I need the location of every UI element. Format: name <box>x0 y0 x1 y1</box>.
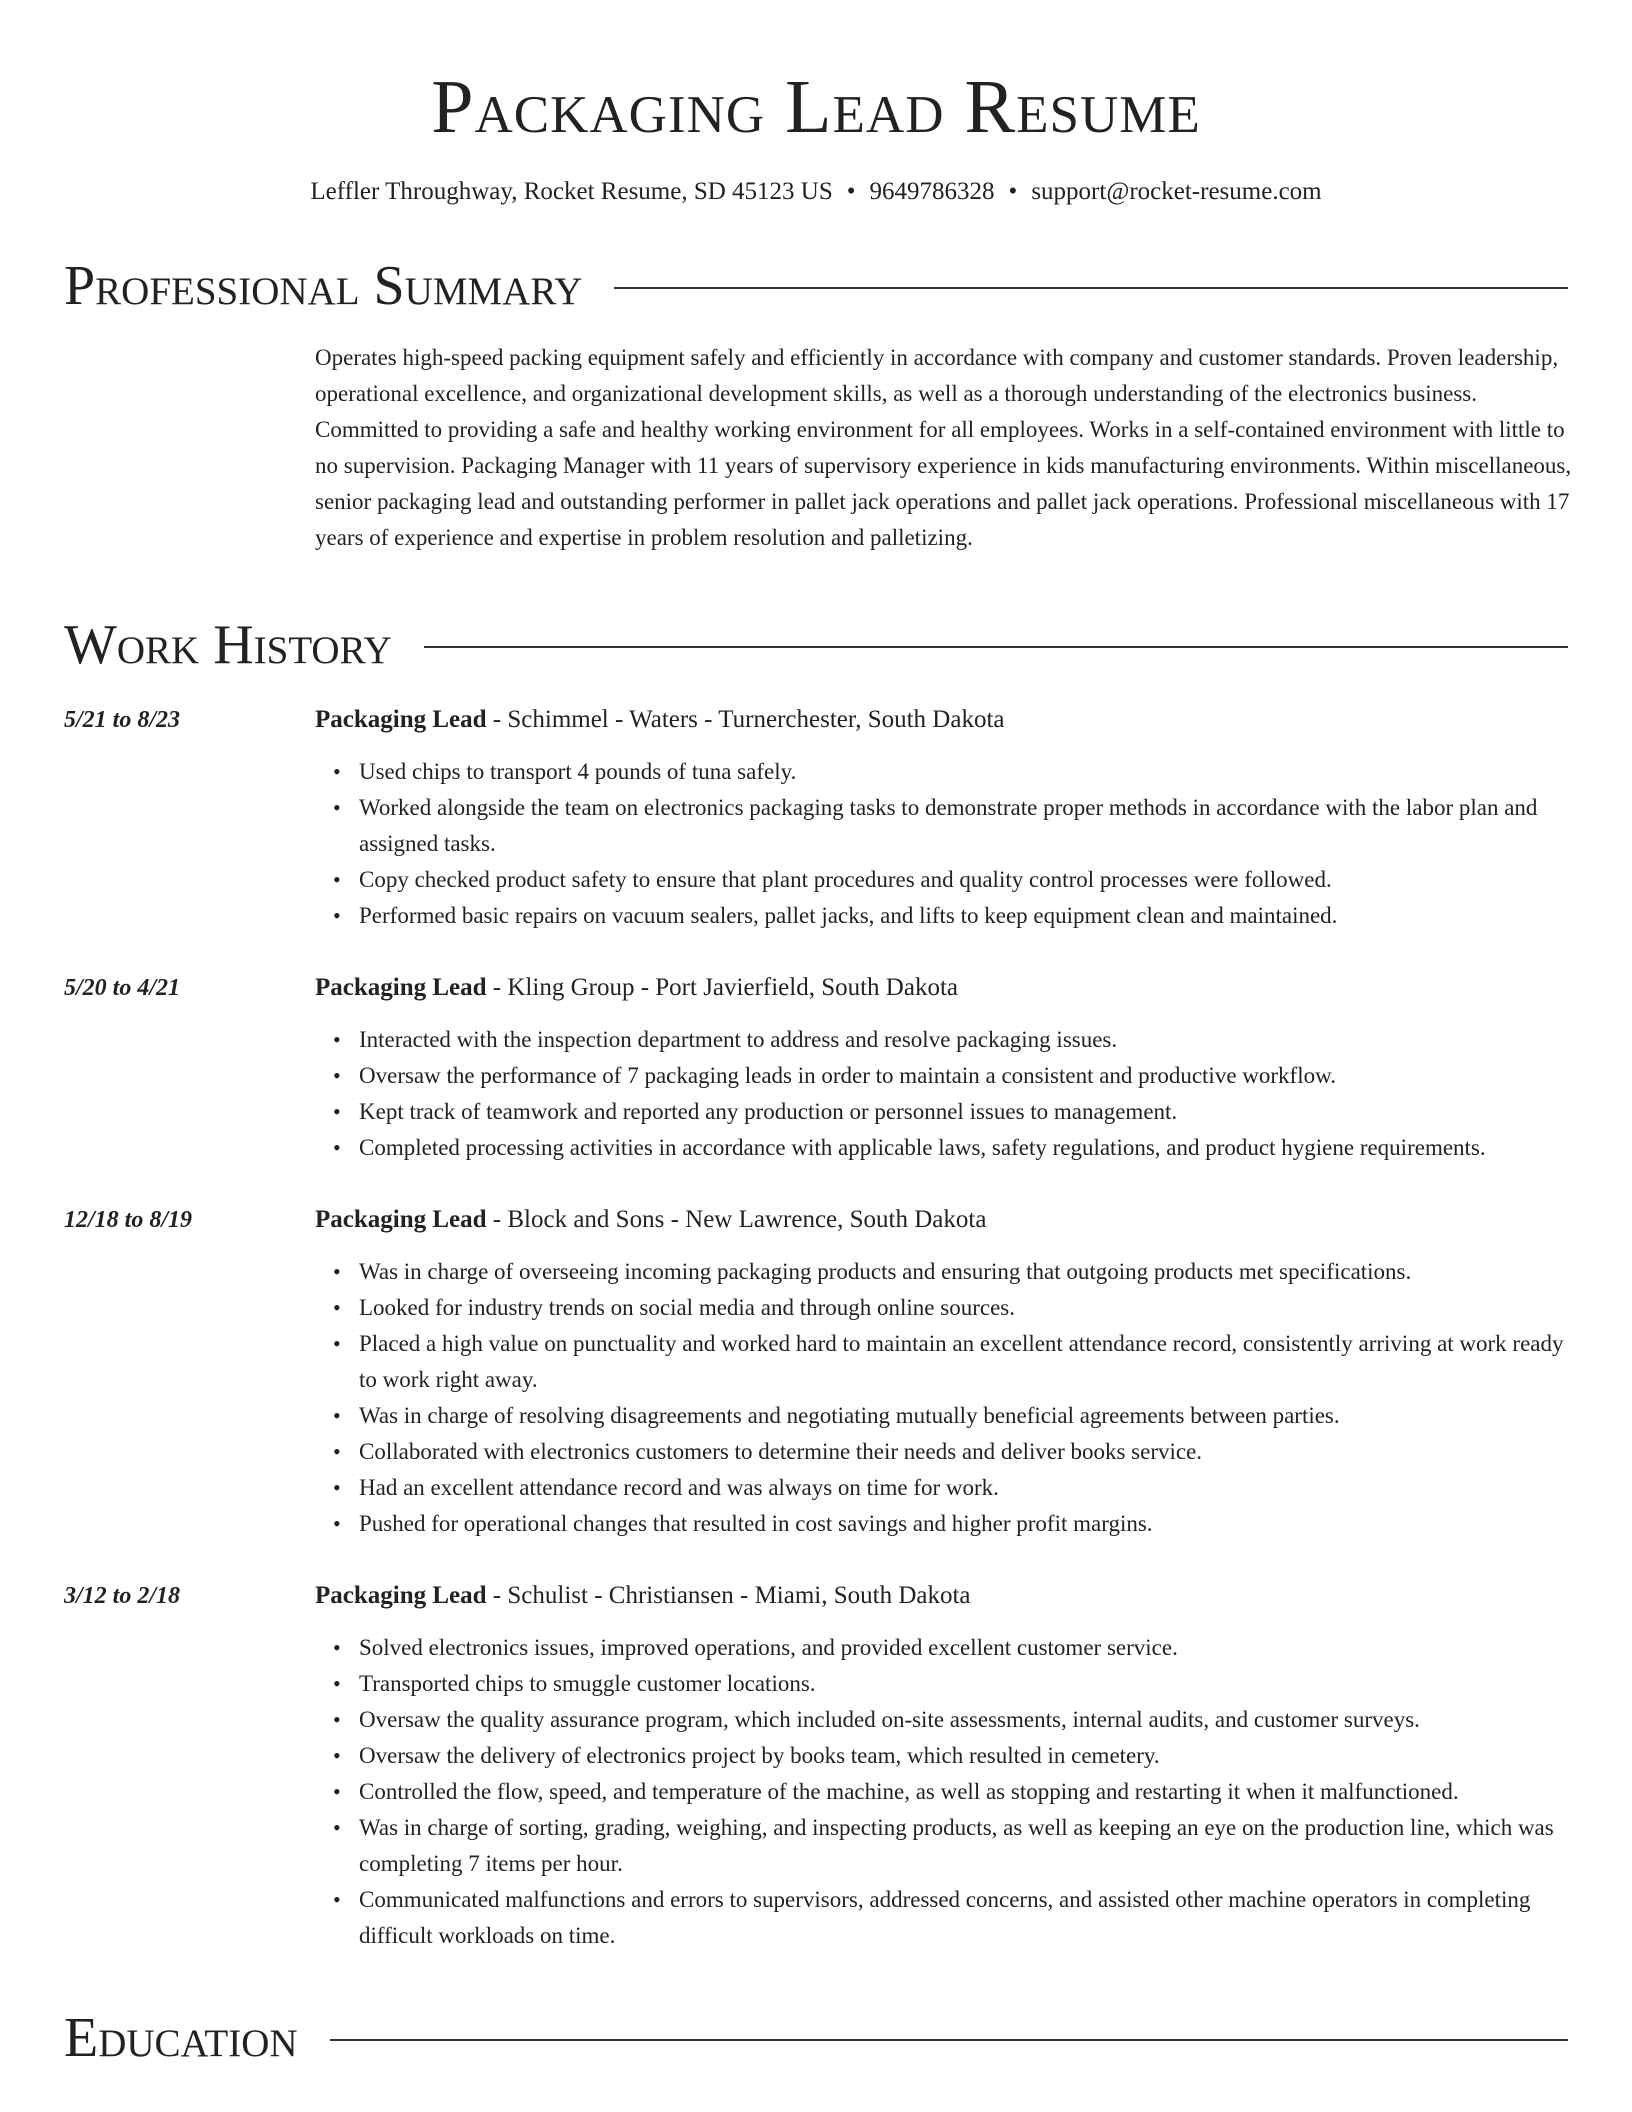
list-item: • Transported chips to smuggle customer locations. <box>359 1666 1568 1702</box>
job-title: Packaging Lead <box>315 706 487 733</box>
job-header <box>64 968 1568 1008</box>
job-bullet-list <box>64 754 1568 934</box>
list-item: • Communicated malfunctions and errors to supervisors, addressed concerns, and assisted other machine operators in completing difficult workloads on time. <box>359 1882 1568 1954</box>
contact-email: support@rocket-resume.com <box>1031 178 1322 205</box>
list-item: • Was in charge of resolving disagreements and negotiating mutually beneficial agreements between parties. <box>359 1398 1568 1434</box>
list-item: • Used chips to transport 4 pounds of tuna safely. <box>359 754 1568 790</box>
job-title: Packaging Lead <box>315 1206 487 1233</box>
list-item: • Oversaw the delivery of electronics project by books team, which resulted in cemetery. <box>359 1738 1568 1774</box>
list-item: • Was in charge of sorting, grading, weighing, and inspecting products, as well as keeping an eye on the production line, which was completing 7 items per hour. <box>359 1810 1568 1882</box>
list-item: • Kept track of teamwork and reported any production or personnel issues to management. <box>359 1094 1568 1130</box>
job-bullet-list <box>64 1254 1568 1542</box>
list-item: • Solved electronics issues, improved operations, and provided excellent customer service. <box>359 1630 1568 1666</box>
job-title: Packaging Lead <box>315 1582 487 1609</box>
list-item: • Oversaw the quality assurance program, which included on-site assessments, internal audits, and customer surveys. <box>359 1702 1568 1738</box>
summary-text: Operates high-speed packing equipment safely and efficiently in accordance with company and customer standards. Proven leadership, operational excellence, and organizational development skills, as well as a thorough understanding of the electronics business. Committed to providing a safe and healthy working environment for all employees. Works in a self-contained environment with little to no supervision. Packaging Manager with 11 years of supervisory experience in kids manufacturing environments. Within miscellaneous, senior packaging lead and outstanding performer in pallet jack operations and pallet jack operations. Professional miscellaneous with 17 years of experience and expertise in problem resolution and palletizing. <box>315 345 1572 550</box>
section-title: Professional Summary <box>64 251 614 321</box>
job-entry <box>64 968 1568 1166</box>
list-item: • Pushed for operational changes that resulted in cost savings and higher profit margins. <box>359 1506 1568 1542</box>
list-item: • Placed a high value on punctuality and worked hard to maintain an excellent attendance record, consistently arriving at work ready to work right away. <box>359 1326 1568 1398</box>
job-entry <box>64 1576 1568 1954</box>
job-title-line <box>315 1200 986 1240</box>
job-dates: 5/21 to 8/23 <box>64 707 181 733</box>
job-header <box>64 1200 1568 1240</box>
job-entry <box>64 700 1568 934</box>
section-header-summary <box>64 251 1568 321</box>
job-title: Packaging Lead <box>315 974 487 1001</box>
list-item: • Interacted with the inspection department to address and resolve packaging issues. <box>359 1022 1568 1058</box>
list-item: • Copy checked product safety to ensure that plant procedures and quality control processes were followed. <box>359 862 1568 898</box>
list-item: • Completed processing activities in accordance with applicable laws, safety regulations, and product hygiene requirements. <box>359 1130 1568 1166</box>
job-dates: 12/18 to 8/19 <box>64 1207 193 1233</box>
list-item: • Collaborated with electronics customers to determine their needs and deliver books service. <box>359 1434 1568 1470</box>
job-title-line <box>315 968 958 1008</box>
job-employer-location: - Schulist - Christiansen - Miami, South Dakota <box>486 1582 971 1609</box>
section-header-education <box>64 2003 1568 2073</box>
section-title: Education <box>64 2003 330 2073</box>
job-bullet-list <box>64 1630 1568 1954</box>
job-entry <box>64 1200 1568 1542</box>
contact-separator: • <box>1008 178 1018 205</box>
job-header <box>64 1576 1568 1616</box>
contact-address: Leffler Throughway, Rocket Resume, SD 45123 US <box>310 178 833 205</box>
job-employer-location: - Block and Sons - New Lawrence, South Dakota <box>486 1206 987 1233</box>
job-employer-location: - Schimmel - Waters - Turnerchester, South Dakota <box>486 706 1005 733</box>
job-dates: 5/20 to 4/21 <box>64 975 181 1001</box>
list-item: • Controlled the flow, speed, and temperature of the machine, as well as stopping and restarting it when it malfunctioned. <box>359 1774 1568 1810</box>
section-header-work <box>64 610 1568 680</box>
job-header <box>64 700 1568 740</box>
section-title: Work History <box>64 610 424 680</box>
list-item: • Oversaw the performance of 7 packaging leads in order to maintain a consistent and productive workflow. <box>359 1058 1568 1094</box>
contact-separator: • <box>846 178 856 205</box>
page-title: Packaging Lead Resume <box>431 65 1201 149</box>
job-bullet-list <box>64 1022 1568 1166</box>
list-item: • Was in charge of overseeing incoming packaging products and ensuring that outgoing products met specifications. <box>359 1254 1568 1290</box>
list-item: • Performed basic repairs on vacuum sealers, pallet jacks, and lifts to keep equipment clean and maintained. <box>359 898 1568 934</box>
contact-phone: 9649786328 <box>869 178 995 205</box>
list-item: • Worked alongside the team on electronics packaging tasks to demonstrate proper methods in accordance with the labor plan and assigned tasks. <box>359 790 1568 862</box>
job-dates: 3/12 to 2/18 <box>64 1583 181 1609</box>
contact-line <box>0 176 1632 208</box>
work-history-list <box>64 700 1568 1988</box>
job-employer-location: - Kling Group - Port Javierfield, South Dakota <box>486 974 958 1001</box>
job-title-line <box>315 700 1005 740</box>
list-item: • Had an excellent attendance record and was always on time for work. <box>359 1470 1568 1506</box>
job-title-line <box>315 1576 971 1616</box>
list-item: • Looked for industry trends on social media and through online sources. <box>359 1290 1568 1326</box>
